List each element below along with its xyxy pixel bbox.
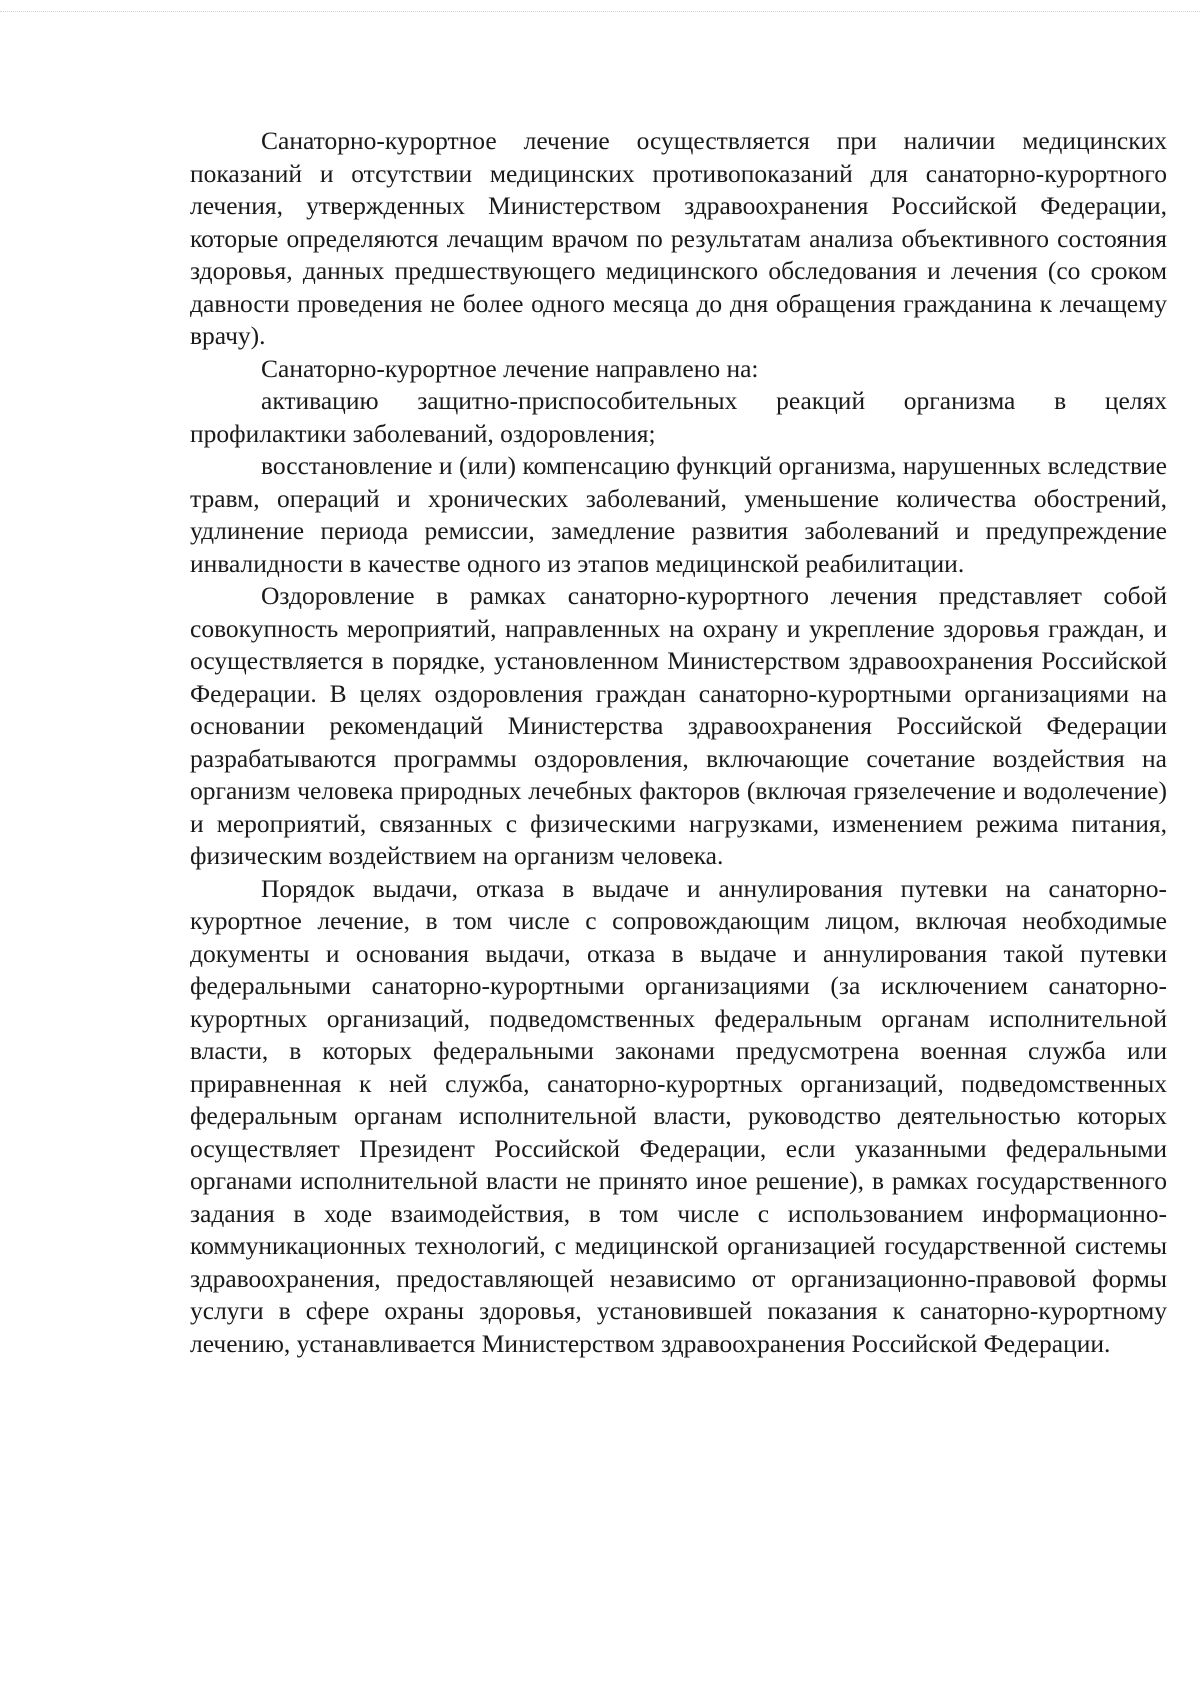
scan-top-edge [0, 11, 1200, 12]
paragraph-wellness: Оздоровление в рамках санаторно-курортного лечения представляет собой совокупность мероприятий, направленных на охрану и укрепление здоровья граждан, и осуществляется в порядке, установленном Министерством здравоохранения Российской Федерации. В целях оздоровления граждан санаторно-курортными организациями на основании рекомендаций Министерства здравоохранения Российской Федерации разрабатываются программы оздоровления, включающие сочетание воздействия на организм человека природных лечебных факторов (включая грязелечение и водолечение) и мероприятий, связанных с физическими нагрузками, изменением режима питания, физическим воздействием на организм человека. [190, 581, 1167, 870]
document-body [190, 125, 1167, 1360]
paragraph-aim-restoration: восстановление и (или) компенсацию функций организма, нарушенных вследствие травм, операций и хронических заболеваний, уменьшение количества обострений, удлинение периода ремиссии, замедление развития заболеваний и предупреждение инвалидности в качестве одного из этапов медицинской реабилитации. [190, 451, 1167, 578]
paragraph-voucher-procedure: Порядок выдачи, отказа в выдаче и аннулирования путевки на санаторно-курортное лечение, в том числе с сопровождающим лицом, включая необходимые документы и основания выдачи, отказа в выдаче и аннулирования такой путевки федеральными санаторно-курортными организациями (за исключением санаторно-курортных организаций, подведомственных федеральным органам исполнительной власти, в которых федеральными законами предусмотрена военная служба или приравненная к ней служба, санаторно-курортных организаций, подведомственных федеральным органам исполнительной власти, руководство деятельностью которых осуществляет Президент Российской Федерации, если указанными федеральными органами исполнительной власти не принято иное решение), в рамках государственного задания в ходе взаимодействия, в том числе с использованием информационно-коммуникационных технологий, с медицинской организацией государственной системы здравоохранения, предоставляющей независимо от организационно-правовой формы услуги в сфере охраны здоровья, установившей показания к санаторно-курортному лечению, устанавливается Министерством здравоохранения Российской Федерации. [190, 873, 1167, 1358]
paragraph-aim-activation: активацию защитно-приспособительных реакций организма в целях профилактики заболеваний, оздоровления; [190, 386, 1167, 448]
paragraph-indications: Санаторно-курортное лечение осуществляется при наличии медицинских показаний и отсутствии медицинских противопоказаний для санаторно-курортного лечения, утвержденных Министерством здравоохранения Российской Федерации, которые определяются лечащим врачом по результатам анализа объективного состояния здоровья, данных предшествующего медицинского обследования и лечения (со сроком давности проведения не более одного месяца до дня обращения гражданина к лечащему врачу). [190, 126, 1167, 350]
paragraph-aims-intro: Санаторно-курортное лечение направлено на: [261, 353, 759, 383]
